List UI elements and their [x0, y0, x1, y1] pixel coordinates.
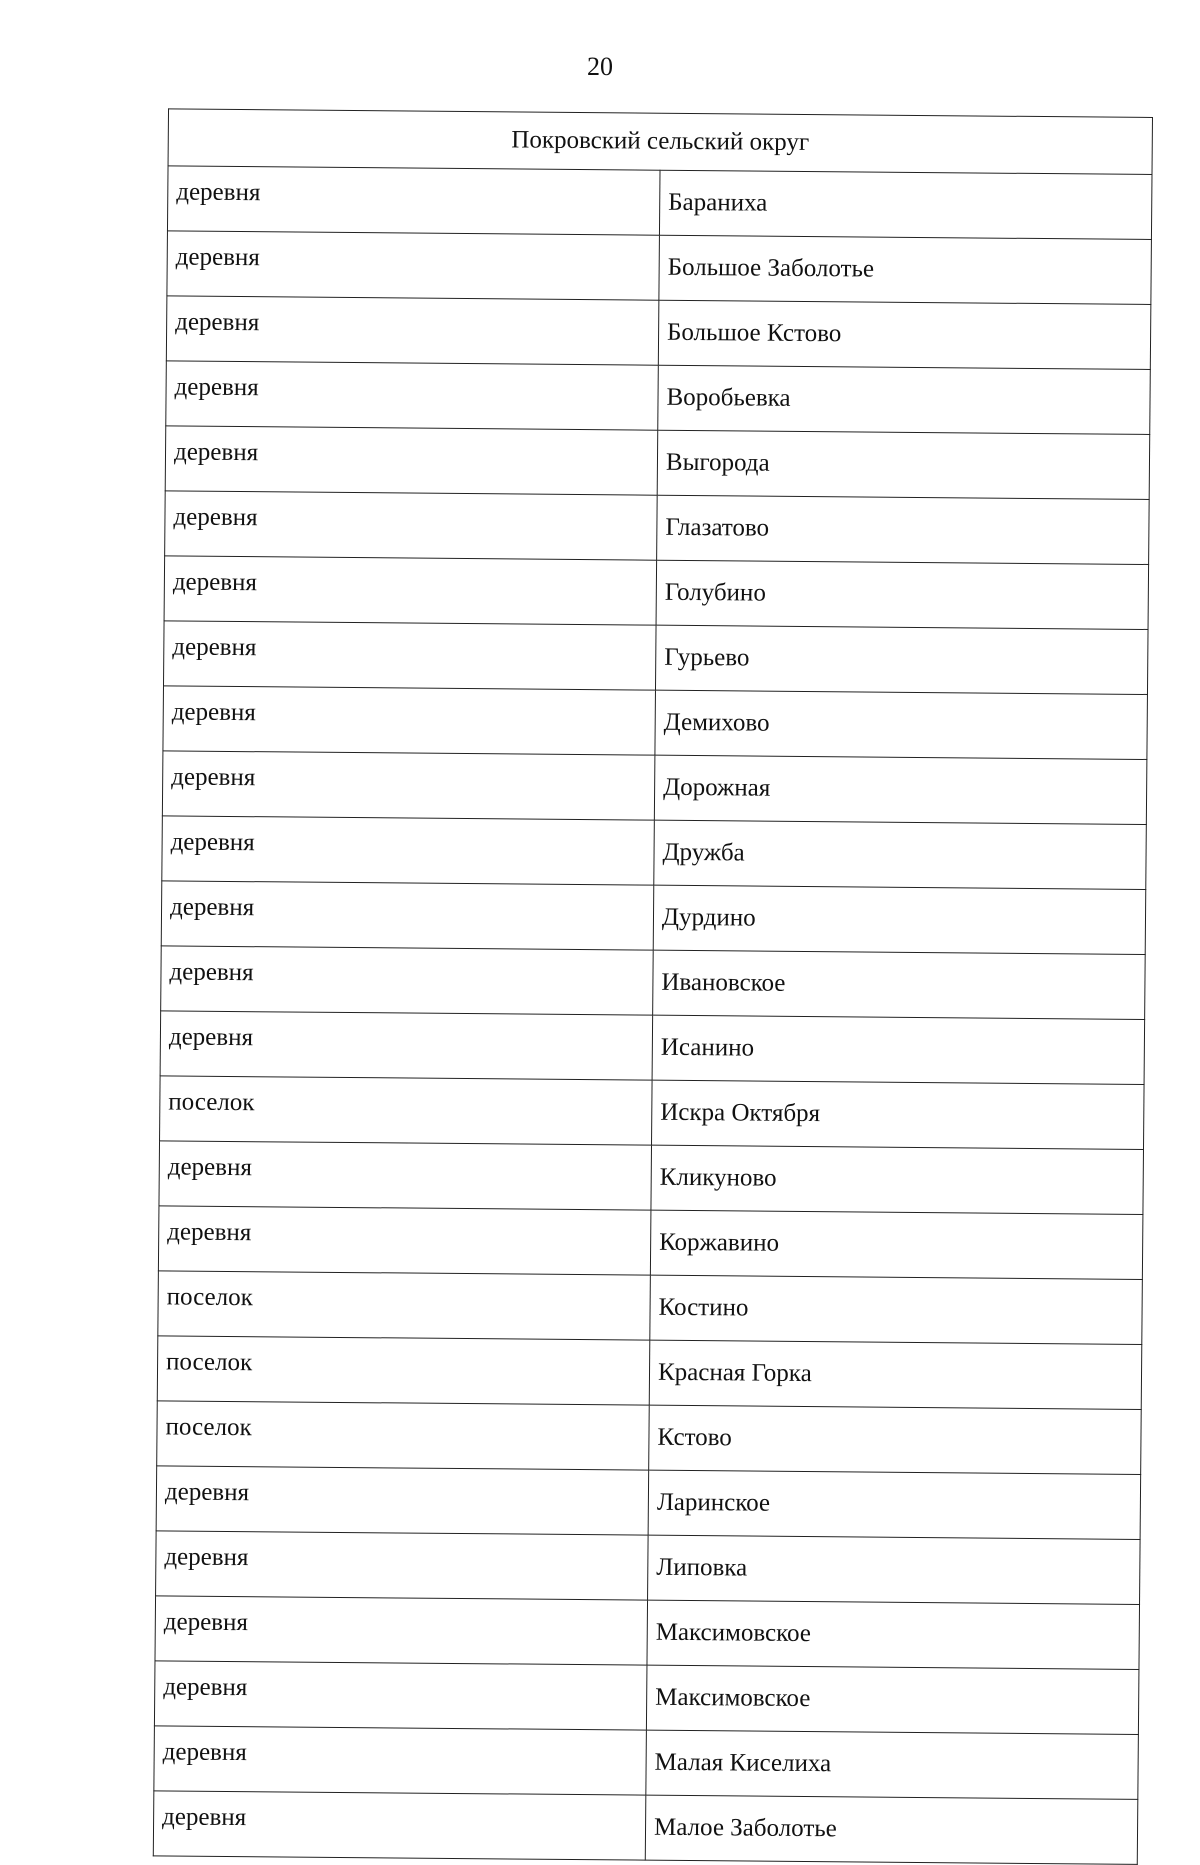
- table-row: [164, 556, 1149, 630]
- settlement-type-cell: деревня: [165, 491, 658, 560]
- settlement-type-cell: деревня: [166, 296, 659, 365]
- settlement-name-cell: Большое Кстово: [658, 300, 1151, 369]
- settlement-name-cell: Выгорода: [657, 430, 1150, 499]
- settlement-type-cell: деревня: [153, 1791, 646, 1860]
- settlements-table-body: [153, 109, 1152, 1865]
- settlement-name-cell: Костино: [650, 1275, 1143, 1344]
- settlement-type-cell: поселок: [158, 1271, 651, 1340]
- settlement-name-cell: Липовка: [648, 1535, 1141, 1604]
- page-number: 20: [587, 52, 613, 81]
- settlement-name-cell: Ларинское: [648, 1470, 1141, 1539]
- settlement-name-cell: Кстово: [649, 1405, 1142, 1474]
- table-row: [161, 881, 1146, 955]
- settlement-type-cell: деревня: [164, 556, 657, 625]
- table-row: [158, 1271, 1143, 1345]
- settlement-type-cell: деревня: [161, 881, 654, 950]
- settlement-name-cell: Бараниха: [659, 170, 1152, 239]
- settlement-name-cell: Коржавино: [650, 1210, 1143, 1279]
- settlement-type-cell: деревня: [155, 1596, 648, 1665]
- table-row: [162, 751, 1147, 825]
- table-row: [162, 816, 1147, 890]
- settlement-name-cell: Гурьево: [655, 625, 1148, 694]
- settlement-type-cell: поселок: [157, 1336, 650, 1405]
- settlement-type-cell: деревня: [160, 1011, 653, 1080]
- settlement-type-cell: деревня: [159, 1141, 652, 1210]
- settlement-type-cell: деревня: [167, 166, 660, 235]
- table-row: [158, 1206, 1143, 1280]
- settlement-name-cell: Дорожная: [654, 755, 1147, 824]
- settlement-type-cell: деревня: [156, 1466, 649, 1535]
- settlement-name-cell: Ивановское: [653, 950, 1146, 1019]
- table-row: [159, 1141, 1144, 1215]
- settlement-name-cell: Дурдино: [653, 885, 1146, 954]
- table-row: [157, 1336, 1142, 1410]
- settlement-type-cell: деревня: [163, 686, 656, 755]
- settlement-type-cell: деревня: [158, 1206, 651, 1275]
- settlement-name-cell: Кликуново: [651, 1145, 1144, 1214]
- settlement-name-cell: Искра Октября: [652, 1080, 1145, 1149]
- table-row: [163, 686, 1148, 760]
- table-row: [154, 1661, 1139, 1735]
- settlement-type-cell: деревня: [167, 231, 660, 300]
- settlement-type-cell: деревня: [165, 426, 658, 495]
- table-row: [153, 1791, 1138, 1865]
- settlement-type-cell: деревня: [166, 361, 659, 430]
- table-row: [156, 1466, 1141, 1540]
- settlement-name-cell: Глазатово: [657, 495, 1150, 564]
- table-row: [156, 1531, 1141, 1605]
- table-row: [165, 491, 1150, 565]
- table-row: [167, 166, 1152, 240]
- table-row: [163, 621, 1148, 695]
- settlement-name-cell: Голубино: [656, 560, 1149, 629]
- settlements-table: [153, 108, 1153, 1865]
- settlement-name-cell: Максимовское: [647, 1600, 1140, 1669]
- table-row: [160, 1011, 1145, 1085]
- table-row: [166, 361, 1151, 435]
- settlement-type-cell: деревня: [156, 1531, 649, 1600]
- settlement-type-cell: поселок: [157, 1401, 650, 1470]
- settlement-type-cell: деревня: [163, 621, 656, 690]
- table-row: [166, 296, 1151, 370]
- settlement-name-cell: Малая Киселиха: [646, 1730, 1139, 1799]
- settlement-type-cell: деревня: [161, 946, 654, 1015]
- settlement-type-cell: деревня: [154, 1661, 647, 1730]
- table-row: [157, 1401, 1142, 1475]
- settlement-type-cell: поселок: [160, 1076, 653, 1145]
- settlement-name-cell: Исанино: [652, 1015, 1145, 1084]
- settlement-name-cell: Демихово: [655, 690, 1148, 759]
- table-header-district: Покровский сельский округ: [168, 109, 1152, 175]
- table-row: [155, 1596, 1140, 1670]
- settlement-name-cell: Воробьевка: [658, 365, 1151, 434]
- table-row: [167, 231, 1152, 305]
- table-header-row: [168, 109, 1152, 175]
- settlement-type-cell: деревня: [162, 816, 655, 885]
- settlement-name-cell: Дружба: [654, 820, 1147, 889]
- settlement-name-cell: Большое Заболотье: [659, 235, 1152, 304]
- settlement-name-cell: Малое Заболотье: [645, 1795, 1138, 1864]
- settlement-type-cell: деревня: [154, 1726, 647, 1795]
- settlement-type-cell: деревня: [162, 751, 655, 820]
- table-row: [165, 426, 1150, 500]
- table-row: [154, 1726, 1139, 1800]
- table-row: [161, 946, 1146, 1020]
- table-row: [160, 1076, 1145, 1150]
- settlement-name-cell: Максимовское: [646, 1665, 1139, 1734]
- settlement-name-cell: Красная Горка: [649, 1340, 1142, 1409]
